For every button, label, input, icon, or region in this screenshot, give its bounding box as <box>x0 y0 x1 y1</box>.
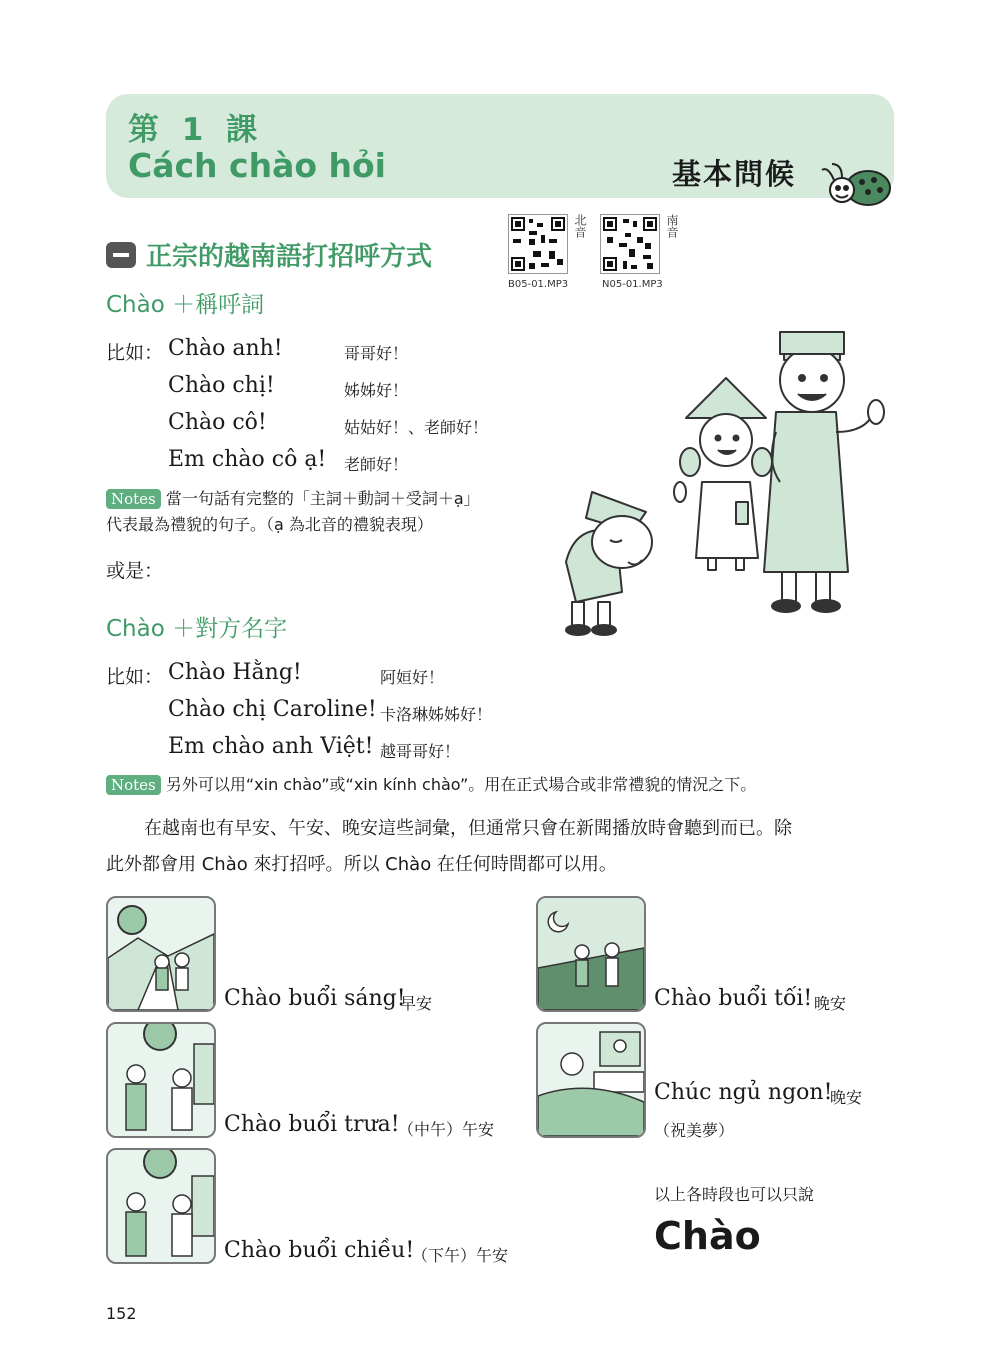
example-label: 比如： <box>106 342 164 364</box>
greeting-vn: Chào buổi sáng! <box>224 986 406 1011</box>
greeting-vn: Chào buổi tối! <box>654 986 813 1011</box>
example-vn: Chào chị Caroline! <box>168 697 377 722</box>
note-text: 代表最為禮貌的句子。（ạ 為北音的禮貌表現） <box>106 515 433 534</box>
ladybug-mascot-icon <box>818 160 894 214</box>
example-vn: Em chào anh Việt! <box>168 734 374 759</box>
audio-file-north: B05-01.MP3 <box>508 279 569 290</box>
section-title: 正宗的越南語打招呼方式 <box>146 242 433 272</box>
greeting-zh: 早安 <box>400 994 433 1013</box>
notes-line-2 <box>106 772 866 795</box>
paragraph-line-2: 此外都會用 Chào 來打招呼。所以 Chào 在任何時間都可以用。 <box>106 854 617 875</box>
notes-badge: Notes <box>106 489 161 509</box>
greeting-characters-illustration <box>536 322 906 646</box>
lesson-title-vn: Cách chào hỏi <box>128 146 386 185</box>
example-vn: Chào Hằng! <box>168 660 302 685</box>
noon-scene-illustration <box>106 1022 216 1138</box>
greeting-zh: 晚安 <box>814 994 847 1013</box>
audio-file-south: N05-01.MP3 <box>602 279 663 290</box>
example-vn: Chào cô! <box>168 410 267 435</box>
note-text: 另外可以用“xin chào”或“xin kính chào”。用在正式場合或非常禮貌的情況之下。 <box>165 775 757 794</box>
example-vn: Em chào cô ạ! <box>168 447 327 472</box>
section-number-badge <box>106 242 136 268</box>
greeting-vn: Chào buổi chiều! <box>224 1238 415 1263</box>
formula-title-name: Chào ＋對方名字 <box>106 616 288 642</box>
example-zh: 哥哥好！ <box>344 344 409 363</box>
example-label: 比如： <box>106 666 164 688</box>
or-label: 或是： <box>106 560 164 582</box>
paragraph-line-1: 在越南也有早安、午安、晚安這些詞彙，但通常只會在新聞播放時會聽到而已。除 <box>144 818 792 839</box>
example-zh: 姑姑好！、老師好！ <box>344 418 489 437</box>
morning-scene-illustration <box>106 896 216 1012</box>
greeting-zh: 晚安 <box>830 1088 863 1107</box>
qr-code-north[interactable] <box>508 214 568 274</box>
qr-code-south[interactable] <box>600 214 660 274</box>
example-zh: 姊姊好！ <box>344 381 409 400</box>
example-zh: 阿姮好！ <box>380 668 445 687</box>
example-vn: Chào anh! <box>168 336 283 361</box>
qr-label-north: 北音 <box>573 214 587 238</box>
example-zh: 卡洛琳姊姊好！ <box>380 705 493 724</box>
formula-title-address: Chào ＋稱呼詞 <box>106 292 265 318</box>
greeting-zh: （下午）午安 <box>412 1246 509 1265</box>
evening-scene-illustration <box>536 896 646 1012</box>
summary-word: Chào <box>654 1214 761 1258</box>
notes-badge: Notes <box>106 775 161 795</box>
greeting-vn: Chào buổi trưa! <box>224 1112 400 1137</box>
page-number: 152 <box>106 1304 137 1323</box>
example-zh: 老師好！ <box>344 455 409 474</box>
bedtime-scene-illustration <box>536 1022 646 1138</box>
greeting-zh-note: （祝美夢） <box>654 1121 735 1140</box>
greeting-zh: （中午）午安 <box>398 1120 495 1139</box>
lesson-title-zh: 基本問候 <box>672 157 797 191</box>
afternoon-scene-illustration <box>106 1148 216 1264</box>
greeting-vn: Chúc ngủ ngon! <box>654 1080 833 1105</box>
lesson-number: 第 1 課 <box>128 112 264 148</box>
qr-label-south: 南音 <box>665 214 679 238</box>
note-text: 當一句話有完整的「主詞＋動詞＋受詞＋ạ」 <box>165 489 480 508</box>
notes-line-1 <box>106 486 480 509</box>
example-vn: Chào chị! <box>168 373 275 398</box>
summary-text: 以上各時段也可以只說 <box>654 1185 815 1204</box>
example-zh: 越哥哥好！ <box>380 742 461 761</box>
